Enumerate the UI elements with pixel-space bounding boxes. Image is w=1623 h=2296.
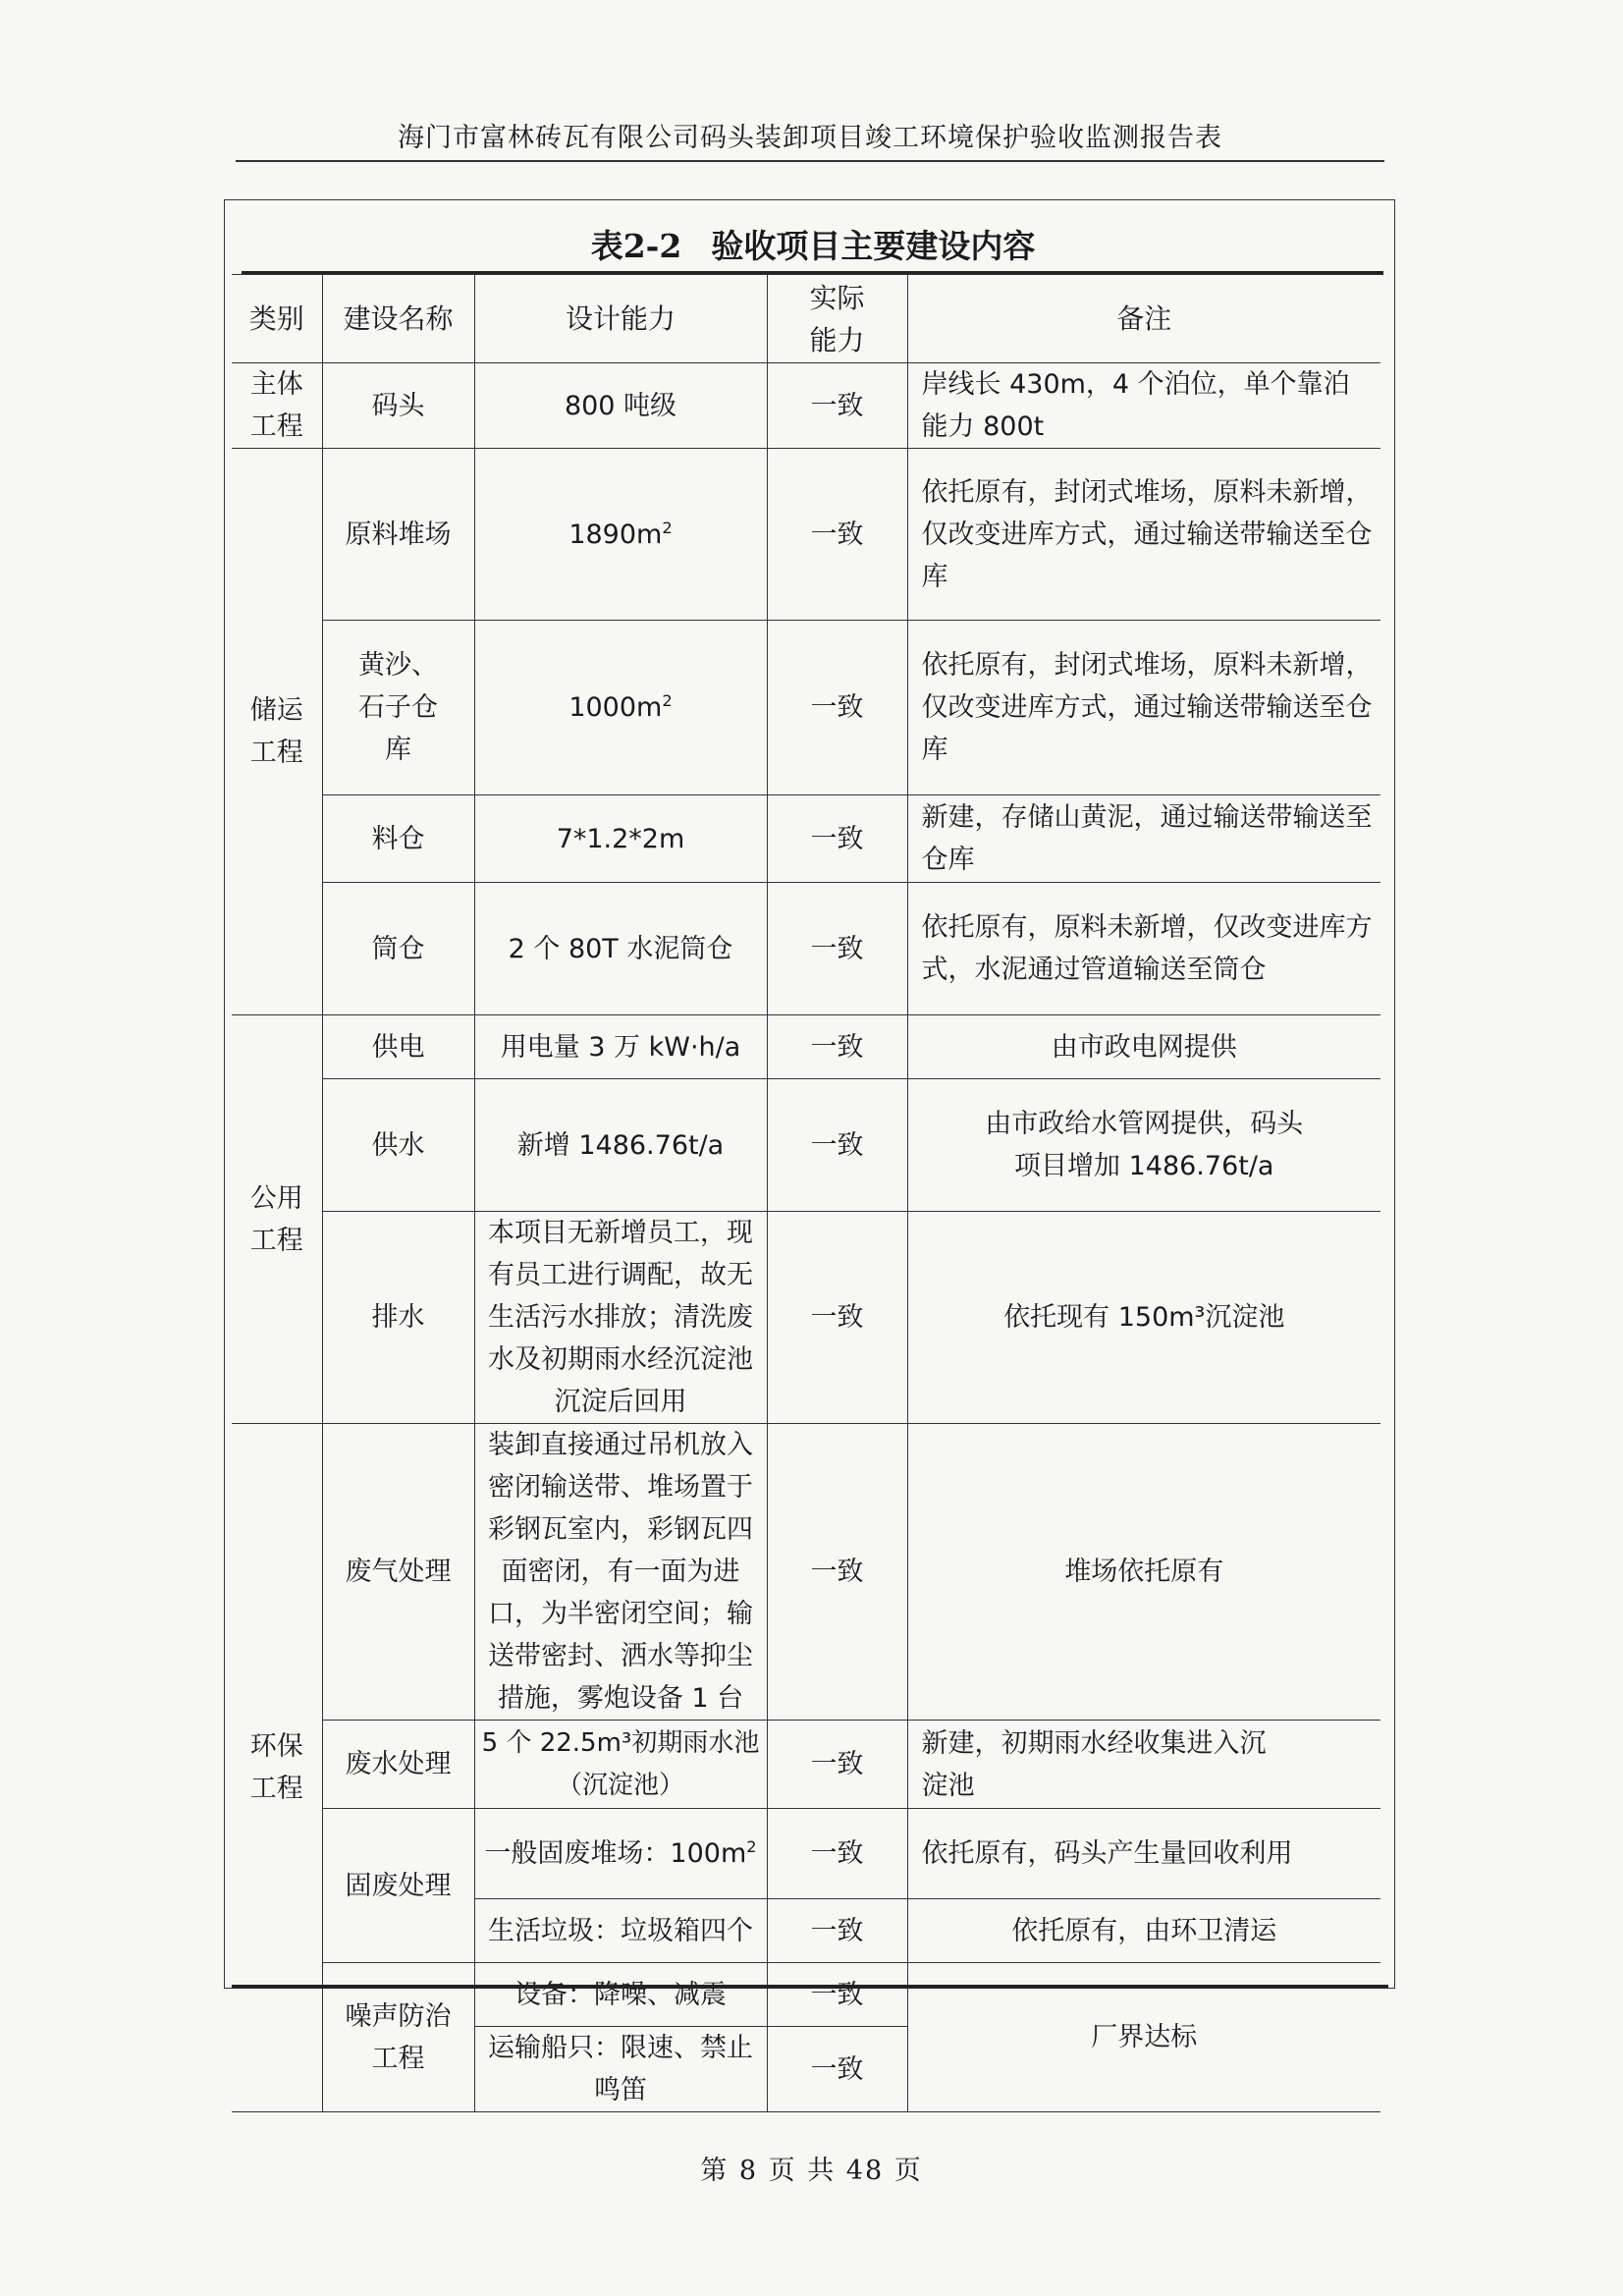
cell-remark: 依托现有 150m³沉淀池 bbox=[907, 1212, 1380, 1424]
cell-actual: 一致 bbox=[767, 1424, 907, 1721]
cell-design: $1890m^2$ bbox=[474, 449, 767, 621]
cell-name: 废气处理 bbox=[322, 1424, 474, 1721]
table-row bbox=[232, 1963, 1380, 2027]
table-row bbox=[232, 1079, 1380, 1212]
table-row bbox=[232, 1015, 1380, 1079]
cell-name: 排水 bbox=[322, 1212, 474, 1424]
cell-remark: 依托原有，由环卫清运 bbox=[907, 1899, 1380, 1963]
table-header-row bbox=[232, 275, 1380, 363]
cell-actual: 一致 bbox=[767, 1899, 907, 1963]
cell-remark: 由市政给水管网提供，码头项目增加 1486.76t/a bbox=[907, 1079, 1380, 1212]
cell-design: 新增 1486.76t/a bbox=[474, 1079, 767, 1212]
cell-remark: 岸线长 430m，4 个泊位，单个靠泊能力 800t bbox=[907, 363, 1380, 449]
cell-name: 噪声防治工程 bbox=[322, 1963, 474, 2112]
cell-actual: 一致 bbox=[767, 795, 907, 883]
cell-remark: 依托原有，码头产生量回收利用 bbox=[907, 1809, 1380, 1899]
table-bottom-rule bbox=[232, 1985, 1388, 1989]
cell-design: 装卸直接通过吊机放入密闭输送带、堆场置于彩钢瓦室内，彩钢瓦四面密闭，有一面为进口，为半密闭空间；输送带密封、洒水等抑尘措施，雾炮设备 1 台 bbox=[474, 1424, 767, 1721]
cell-design: 运输船只：限速、禁止鸣笛 bbox=[474, 2027, 767, 2112]
cell-name: 筒仓 bbox=[322, 883, 474, 1015]
cell-design: 800 吨级 bbox=[474, 363, 767, 449]
header-name: 建设名称 bbox=[322, 275, 474, 363]
cell-actual: 一致 bbox=[767, 883, 907, 1015]
cell-remark: 新建，存储山黄泥，通过输送带输送至仓库 bbox=[907, 795, 1380, 883]
group-storage: 储运工程 bbox=[232, 449, 322, 1015]
header-remark: 备注 bbox=[907, 275, 1380, 363]
cell-remark: 厂界达标 bbox=[907, 1963, 1380, 2112]
table-caption-number: 表2-2 bbox=[590, 227, 682, 265]
cell-name: 黄沙、石子仓库 bbox=[322, 621, 474, 795]
table-row bbox=[232, 449, 1380, 621]
cell-remark: 新建，初期雨水经收集进入沉淀池 bbox=[907, 1721, 1380, 1809]
cell-remark: 依托原有，原料未新增，仅改变进库方式，水泥通过管道输送至筒仓 bbox=[907, 883, 1380, 1015]
cell-name: 原料堆场 bbox=[322, 449, 474, 621]
cell-design: 生活垃圾：垃圾箱四个 bbox=[474, 1899, 767, 1963]
cell-actual: 一致 bbox=[767, 1015, 907, 1079]
header-design: 设计能力 bbox=[474, 275, 767, 363]
cell-actual: 一致 bbox=[767, 1963, 907, 2027]
cell-actual: 一致 bbox=[767, 1809, 907, 1899]
cell-design: 5 个 22.5m³初期雨水池（沉淀池） bbox=[474, 1721, 767, 1809]
cell-actual: 一致 bbox=[767, 1721, 907, 1809]
cell-actual: 一致 bbox=[767, 1212, 907, 1424]
cell-design: $1000m^2$ bbox=[474, 621, 767, 795]
page-header: 海门市富林砖瓦有限公司码头装卸项目竣工环境保护验收监测报告表 bbox=[398, 123, 1222, 153]
cell-design: 本项目无新增员工，现有员工进行调配，故无生活污水排放；清洗废水及初期雨水经沉淀池沉淀后回用 bbox=[474, 1212, 767, 1424]
cell-remark: 由市政电网提供 bbox=[907, 1015, 1380, 1079]
cell-remark: 依托原有，封闭式堆场，原料未新增，仅改变进库方式，通过输送带输送至仓库 bbox=[907, 449, 1380, 621]
table-row bbox=[232, 795, 1380, 883]
cell-remark: 依托原有，封闭式堆场，原料未新增，仅改变进库方式，通过输送带输送至仓库 bbox=[907, 621, 1380, 795]
header-category: 类别 bbox=[232, 275, 322, 363]
cell-name: 供水 bbox=[322, 1079, 474, 1212]
construction-content-table bbox=[232, 274, 1380, 2112]
table-row bbox=[232, 1721, 1380, 1809]
cell-actual: 一致 bbox=[767, 2027, 907, 2112]
cell-actual: 一致 bbox=[767, 449, 907, 621]
header-divider bbox=[236, 160, 1384, 162]
cell-design: 一般固废堆场：$100m^2$ bbox=[474, 1809, 767, 1899]
cell-actual: 一致 bbox=[767, 363, 907, 449]
header-actual: 实际能力 bbox=[767, 275, 907, 363]
cell-name: 废水处理 bbox=[322, 1721, 474, 1809]
cell-actual: 一致 bbox=[767, 621, 907, 795]
cell-name: 固废处理 bbox=[322, 1809, 474, 1963]
table-caption bbox=[243, 221, 1382, 267]
page-footer: 第 8 页 共 48 页 bbox=[700, 2156, 923, 2186]
table-row bbox=[232, 1809, 1380, 1899]
cell-name: 料仓 bbox=[322, 795, 474, 883]
table-row bbox=[232, 621, 1380, 795]
table-row bbox=[232, 363, 1380, 449]
cell-actual: 一致 bbox=[767, 1079, 907, 1212]
group-utility: 公用工程 bbox=[232, 1015, 322, 1424]
table-row bbox=[232, 1212, 1380, 1424]
cell-design: 2 个 80T 水泥筒仓 bbox=[474, 883, 767, 1015]
cell-remark: 堆场依托原有 bbox=[907, 1424, 1380, 1721]
cell-design: 用电量 3 万 kW·h/a bbox=[474, 1015, 767, 1079]
cell-name: 供电 bbox=[322, 1015, 474, 1079]
table-caption-text: 验收项目主要建设内容 bbox=[711, 227, 1036, 265]
cell-name: 码头 bbox=[322, 363, 474, 449]
table-row bbox=[232, 1424, 1380, 1721]
group-main: 主体工程 bbox=[232, 363, 322, 449]
table-row bbox=[232, 883, 1380, 1015]
cell-design: 7*1.2*2m bbox=[474, 795, 767, 883]
group-env: 环保工程 bbox=[232, 1424, 322, 2112]
cell-design: 设备：降噪、减震 bbox=[474, 1963, 767, 2027]
